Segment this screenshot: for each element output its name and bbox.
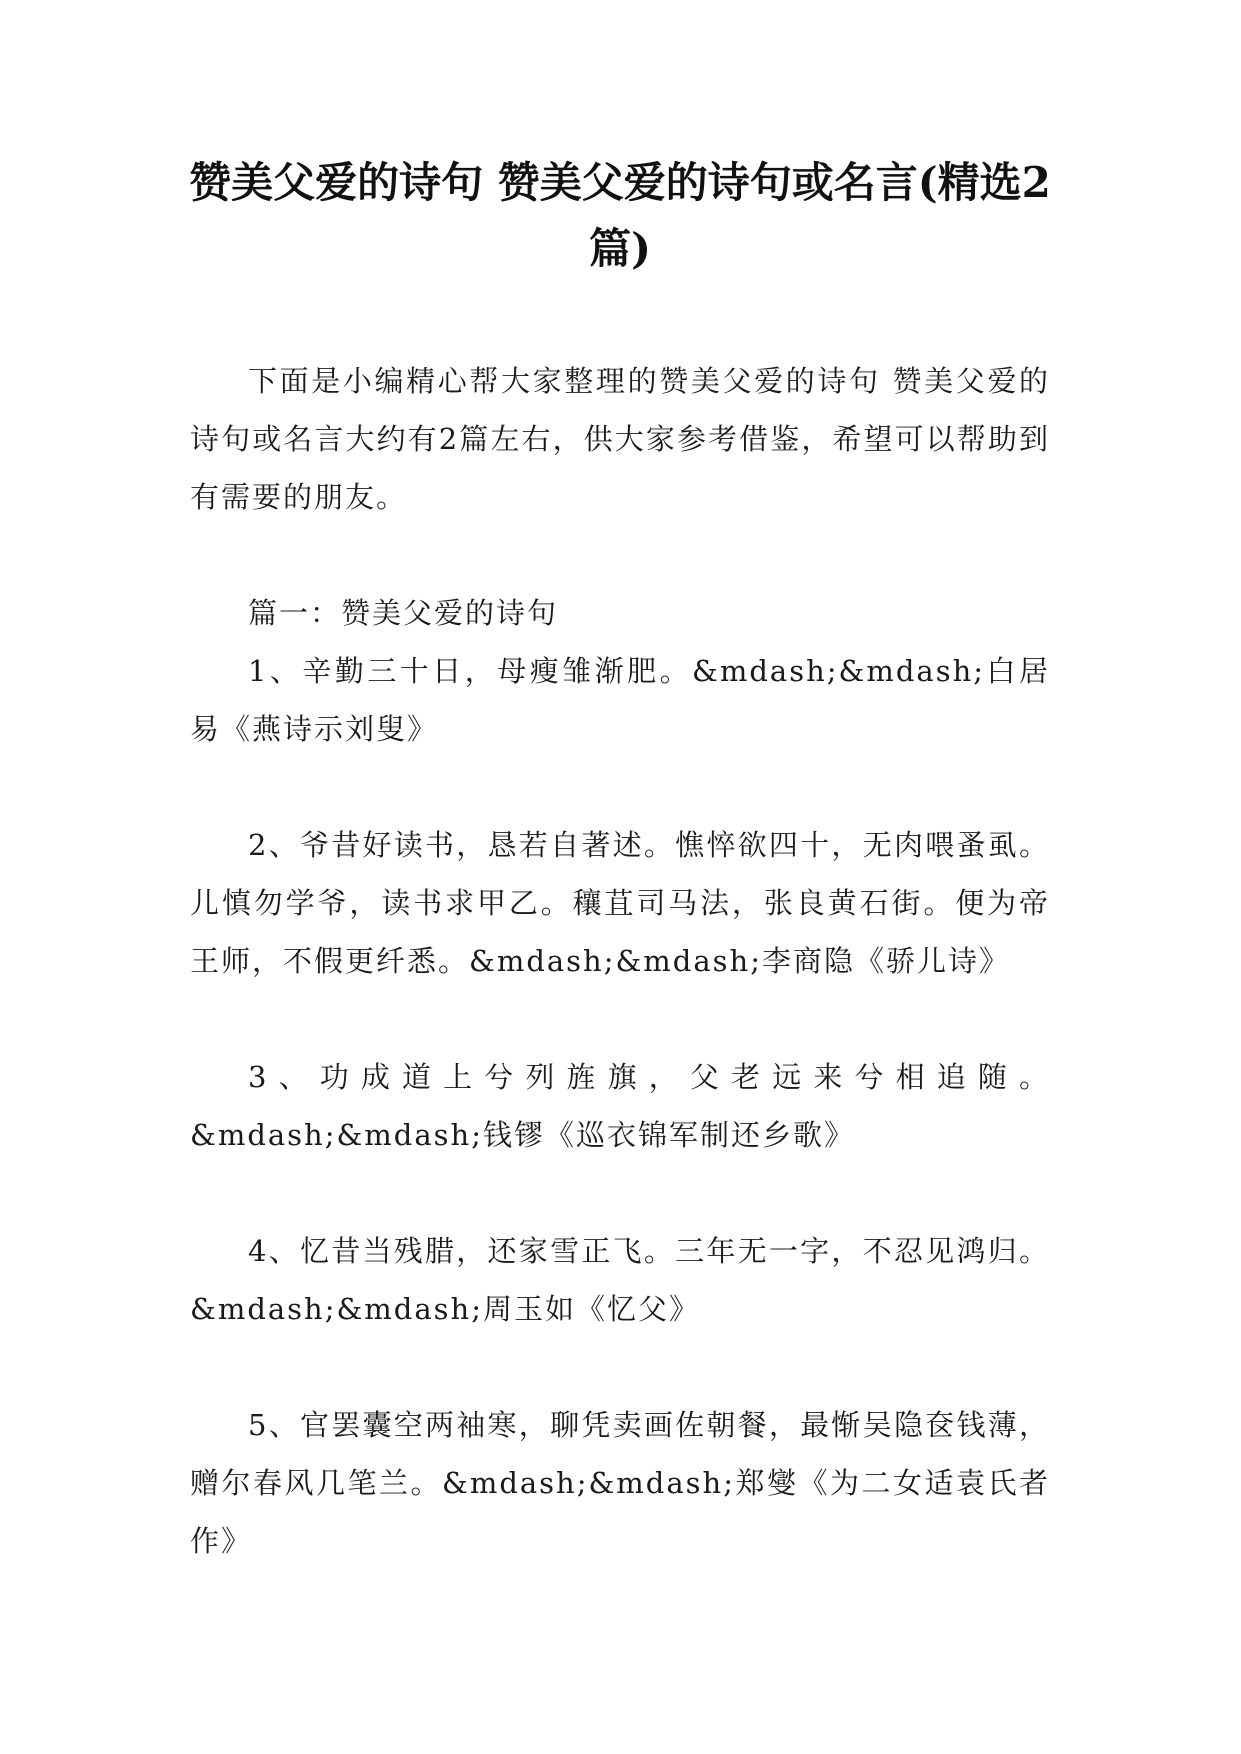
poem-paragraph-3: 3、功成道上兮列旌旗，父老远来兮相追随。&mdash;&mdash;钱镠《巡衣锦军制还乡歌》: [190, 1060, 1050, 1152]
poem-paragraph-1: 1、辛勤三十日，母瘦雏渐肥。&mdash;&mdash;白居易《燕诗示刘叟》: [190, 654, 1050, 746]
poem-paragraph-4: 4、忆昔当残腊，还家雪正飞。三年无一字，不忍见鸿归。&mdash;&mdash;周玉如《忆父》: [190, 1234, 1050, 1326]
intro-paragraph: 下面是小编精心帮大家整理的赞美父爱的诗句 赞美父爱的诗句或名言大约有2篇左右，供大家参考借鉴，希望可以帮助到有需要的朋友。: [190, 364, 1050, 514]
document-title: 赞美父爱的诗句 赞美父爱的诗句或名言(精选2篇): [189, 158, 1051, 273]
section-heading: 篇一：赞美父爱的诗句: [248, 596, 559, 630]
poem-paragraph-5: 5、官罢囊空两袖寒，聊凭卖画佐朝餐，最惭吴隐奁钱薄，赠尔春风几笔兰。&mdash;&mdash;郑燮《为二女适袁氏者作》: [190, 1408, 1050, 1558]
poem-paragraph-2: 2、爷昔好读书，恳若自著述。憔悴欲四十，无肉喂蚤虱。儿慎勿学爷，读书求甲乙。穰苴司马法，张良黄石街。便为帝王师，不假更纤悉。&mdash;&mdash;李商隐《骄儿诗》: [190, 828, 1050, 978]
